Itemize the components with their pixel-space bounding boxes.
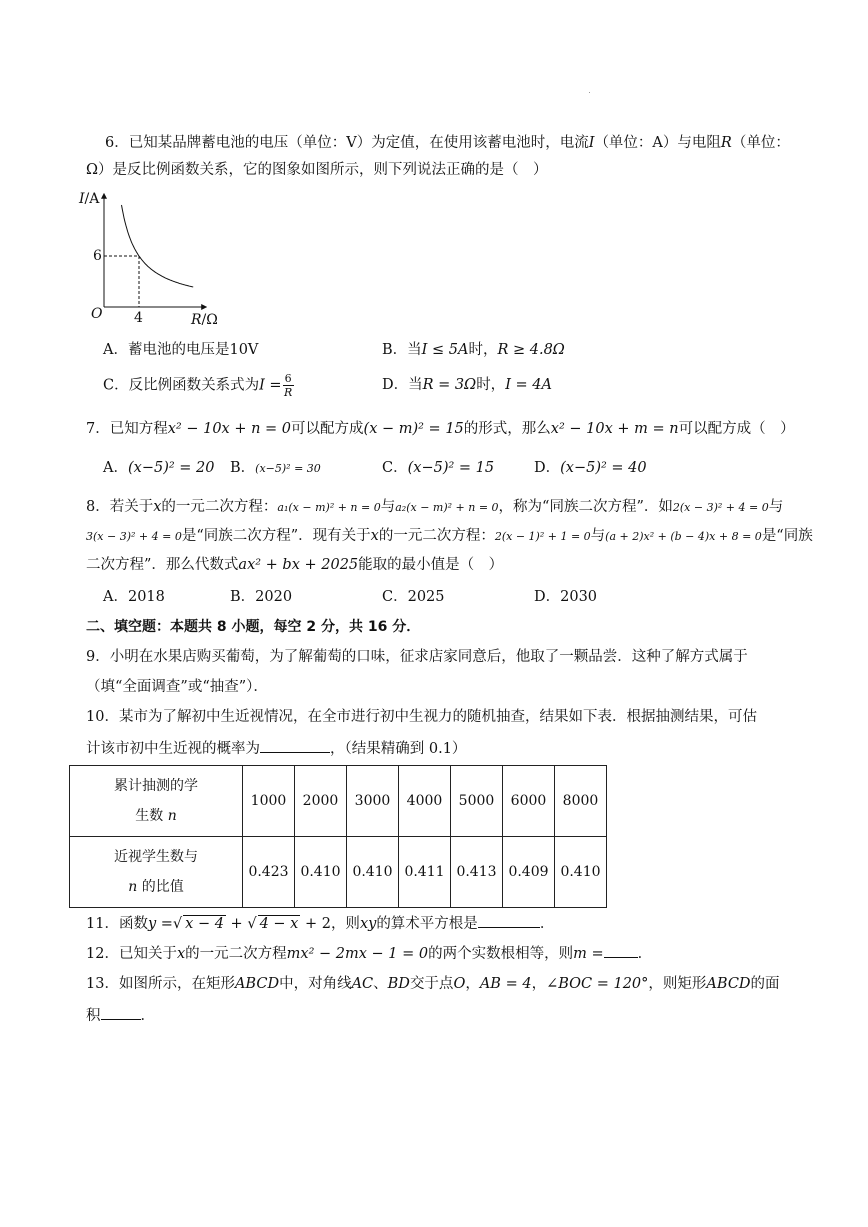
q10-row1-header-n: n	[167, 808, 177, 824]
q8-l1-eq1: a₁(x − m)² + n = 0	[277, 501, 381, 514]
q12-end: ．	[637, 946, 653, 962]
q12-x: x	[176, 946, 186, 962]
q10-row1-header-b-text: 生数	[135, 808, 164, 824]
q6-option-a: A．蓄电池的电压是10V	[103, 342, 259, 358]
q6-optc-lhs: I =	[259, 377, 282, 394]
q11-plus2: + 2	[300, 916, 331, 932]
table-cell: 2000	[295, 766, 347, 837]
table-cell: 0.410	[347, 837, 399, 908]
q8-l1-pre: 8．若关于	[86, 499, 154, 515]
table-cell: 8000	[555, 766, 607, 837]
q8-l2-mid2: 的一元二次方程：	[378, 528, 495, 544]
q11-end: ．	[539, 916, 555, 932]
table-cell: 5000	[451, 766, 503, 837]
q8-l1-mid: 的一元二次方程：	[161, 499, 278, 515]
q13-end: 的面	[750, 976, 780, 992]
q12-m: m =	[573, 946, 604, 962]
q7-optd-eq: (x−5)² = 40	[560, 460, 647, 476]
q7-optb-eq: (x−5)² = 30	[255, 462, 321, 475]
q8-l2-end: 是“同族	[761, 528, 813, 544]
q6-curve	[122, 205, 194, 287]
q6-text-a: 6．已知某品牌蓄电池的电压（单位：V）为定值，在使用该蓄电池时，电流	[105, 135, 589, 151]
q11-pre: 11．函数	[86, 916, 148, 932]
q6-optc-num: 6	[284, 372, 292, 385]
q6-optd-pre: D．当	[382, 377, 423, 393]
table-cell: 0.409	[503, 837, 555, 908]
q7-mid1: 可以配方成	[291, 421, 364, 437]
q8-l3-pre: 二次方程”．那么代数式	[86, 557, 239, 573]
q6-optb-pre: B．当	[382, 342, 422, 358]
q6-option-d	[382, 378, 552, 393]
q13-mid: 中，对角线	[279, 976, 352, 992]
q6-origin	[91, 307, 102, 321]
q6-optd-math1: R = 3Ω	[422, 377, 477, 393]
q11-post: 的算术平方根是	[376, 916, 478, 932]
q6-optb-math2: R ≥ 4.8Ω	[497, 342, 565, 358]
q13-bd: BD	[387, 976, 410, 992]
q13-line2-pre: 积	[86, 1008, 101, 1024]
q7-option-a	[103, 461, 214, 476]
table-cell: 0.423	[243, 837, 295, 908]
q10-line1: 10．某市为了解初中生近视情况，在全市进行初中生视力的随机抽查，结果如下表．根据抽测结果，可估	[86, 709, 757, 725]
q13-mid2: 交于点	[409, 976, 454, 992]
q8-l2-eq2: 2(x − 1)² + 1 = 0	[494, 530, 591, 543]
q11-rad2: 4 − x	[259, 916, 299, 932]
q6-y-label	[79, 192, 99, 206]
q7-post: 可以配方成（ ）	[678, 421, 795, 437]
q7-option-b	[230, 461, 321, 476]
q6-y-label-unit: /A	[84, 191, 100, 207]
q6-var-i: I	[588, 135, 595, 151]
q11-radical-1	[183, 915, 226, 932]
table-cell: 6000	[503, 766, 555, 837]
q12-mid2: 的两个实数根相等，则	[428, 946, 574, 962]
q10-row2-header	[70, 837, 243, 908]
q11-plus1: +	[225, 916, 248, 932]
q6-option-c	[103, 372, 295, 399]
q8-option-d: D．2030	[534, 589, 598, 605]
q13-abcd2: ABCD	[706, 976, 751, 992]
q6-y-tick: 6	[93, 248, 102, 264]
q10-row2-header-b-text: 的比值	[141, 879, 184, 895]
q6-optc-den	[283, 386, 294, 399]
q6-x-tick: 4	[134, 310, 143, 326]
q8-line1	[86, 500, 783, 515]
q13-comma2: ，	[531, 976, 547, 992]
q8-line2	[86, 529, 813, 544]
q8-l1-post: ，称为“同族二次方程”．如	[498, 499, 673, 515]
q6-line2: Ω）是反比例函数关系，它的图象如图所示，则下列说法正确的是（ ）	[86, 162, 548, 178]
q10-row1-header-a: 累计抽测的学	[114, 778, 198, 794]
q7-option-c	[382, 461, 494, 476]
q10-row2-header-n: n	[128, 879, 138, 895]
q13-abcd: ABCD	[234, 976, 280, 992]
q7-eq3: x² − 10x + m = n	[550, 421, 679, 437]
q7-optc-label: C．	[382, 460, 408, 476]
q10-line2-post: ，（结果精确到 0.1）	[330, 741, 467, 757]
q6-optb-math1: I ≤ 5A	[421, 342, 469, 358]
q8-option-c: C．2025	[382, 589, 445, 605]
q7-stem	[86, 422, 795, 437]
section-2-header: 二、填空题：本题共 8 小题，每空 2 分，共 16 分．	[86, 619, 421, 635]
q10-row1-header	[70, 766, 243, 837]
q10-line2	[86, 740, 466, 757]
q12-answer-blank[interactable]	[604, 945, 638, 958]
q13-ac: AC	[351, 976, 374, 992]
q6-option-b	[382, 343, 565, 358]
q9-line2: （填“全面调查”或“抽查”）．	[86, 679, 268, 695]
q10-row1-header-b	[70, 801, 242, 831]
q13-line2-end: ．	[140, 1008, 155, 1024]
q12	[86, 945, 652, 962]
q6-optc-den-text: R	[283, 386, 293, 399]
q8-l2-mid: 是“同族二次方程”．现有关于	[181, 528, 371, 544]
q11-answer-blank[interactable]	[478, 915, 540, 928]
table-cell: 4000	[399, 766, 451, 837]
q12-mid: 的一元二次方程	[185, 946, 287, 962]
q8-l2-eq3: (a + 2)x² + (b − 4)x + 8 = 0	[605, 530, 762, 543]
q8-l1-x: x	[153, 499, 162, 515]
q13-mid3: ，则矩形	[648, 976, 707, 992]
q12-pre: 12．已知关于	[86, 946, 177, 962]
q6-text-b: （单位：A）与电阻	[594, 135, 721, 151]
table-cell: 3000	[347, 766, 399, 837]
q8-l2-x: x	[370, 528, 379, 544]
q8-l2-eq1: 3(x − 3)² + 4 = 0	[86, 530, 182, 543]
q6-origin-text: O	[91, 306, 103, 322]
q13-line2	[86, 1007, 155, 1024]
q8-l1-eq3: 2(x − 3)² + 4 = 0	[672, 501, 769, 514]
q8-l1-eq2: a₂(x − m)² + n = 0	[395, 501, 499, 514]
q10-answer-blank[interactable]	[260, 740, 330, 753]
q8-l1-end: 与	[768, 499, 784, 515]
q7-opta-eq: (x−5)² = 20	[127, 460, 215, 476]
q8-l3-eq: ax² + bx + 2025	[238, 557, 359, 573]
q10-line2-pre: 计该市初中生近视的概率为	[86, 741, 260, 757]
q8-option-b: B．2020	[230, 589, 293, 605]
q7-pre: 7．已知方程	[86, 421, 168, 437]
q10-table-row-2	[70, 837, 607, 908]
q7-option-d	[534, 461, 647, 476]
q9-line1: 9．小明在水果店购买葡萄，为了解葡萄的口味，征求店家同意后，他取了一颗品尝．这种了解方式属于	[86, 649, 748, 665]
scan-dot	[589, 92, 590, 93]
q6-var-r: R	[720, 135, 732, 151]
q10-row2-header-b	[70, 872, 242, 902]
q6-optb-mid: 时，	[468, 342, 498, 358]
q10-table	[69, 765, 607, 908]
q6-optc-pre: C．反比例函数关系式为	[103, 377, 260, 394]
q6-optd-math2: I = 4A	[505, 377, 552, 393]
q7-optb-label: B．	[230, 460, 256, 476]
q7-opta-label: A．	[103, 460, 128, 476]
q8-option-a: A．2018	[103, 589, 165, 605]
q13-o: O	[453, 976, 466, 992]
table-cell: 0.413	[451, 837, 503, 908]
q6-x-label-var: R	[191, 312, 202, 328]
q13-angle: ∠BOC = 120°	[546, 976, 649, 992]
q7-mid2: 的形式，那么	[463, 421, 551, 437]
q7-optc-eq: (x−5)² = 15	[407, 460, 495, 476]
q6-optd-mid: 时，	[476, 377, 506, 393]
q7-eq2: (x − m)² = 15	[363, 421, 464, 437]
table-cell: 1000	[243, 766, 295, 837]
q13-pre: 13．如图所示，在矩形	[86, 976, 235, 992]
q12-eq: mx² − 2mx − 1 = 0	[286, 946, 429, 962]
q11-xy: xy	[359, 916, 377, 932]
q6-optc-fraction	[283, 372, 294, 399]
q11: 11．函数y =√ x − 4 + √ 4 − x + 2，则xy的算术平方根是 ．	[86, 916, 555, 932]
q11-radical-2	[258, 915, 301, 932]
q6-text-c: （单位：	[731, 135, 790, 151]
q13-ab-eq: AB = 4	[479, 976, 532, 992]
q13-comma: ，	[465, 976, 480, 992]
q11-eq-lhs: y =	[147, 916, 173, 932]
q13-answer-blank[interactable]	[101, 1007, 141, 1020]
table-cell: 0.411	[399, 837, 451, 908]
q8-l2-and: 与	[590, 528, 606, 544]
q11-rad1: x − 4	[185, 916, 224, 932]
table-cell: 0.410	[555, 837, 607, 908]
q6-x-label	[191, 313, 218, 327]
q7-optd-label: D．	[534, 460, 561, 476]
q11-mid: ，则	[330, 916, 360, 932]
q6-x-label-unit: /Ω	[201, 312, 218, 328]
q6-line1	[105, 136, 790, 151]
q10-table-row-1	[70, 766, 607, 837]
q8-line3	[86, 558, 503, 573]
q13-line1	[86, 977, 780, 992]
q8-l3-post: 能取的最小值是（ ）	[358, 557, 504, 573]
q7-eq1: x² − 10x + n = 0	[167, 421, 292, 437]
q6-y-label-var: I	[79, 191, 85, 207]
q10-row2-header-a: 近视学生数与	[114, 849, 198, 865]
q13-sep: 、	[373, 976, 388, 992]
table-cell: 0.410	[295, 837, 347, 908]
q8-l1-and: 与	[380, 499, 396, 515]
